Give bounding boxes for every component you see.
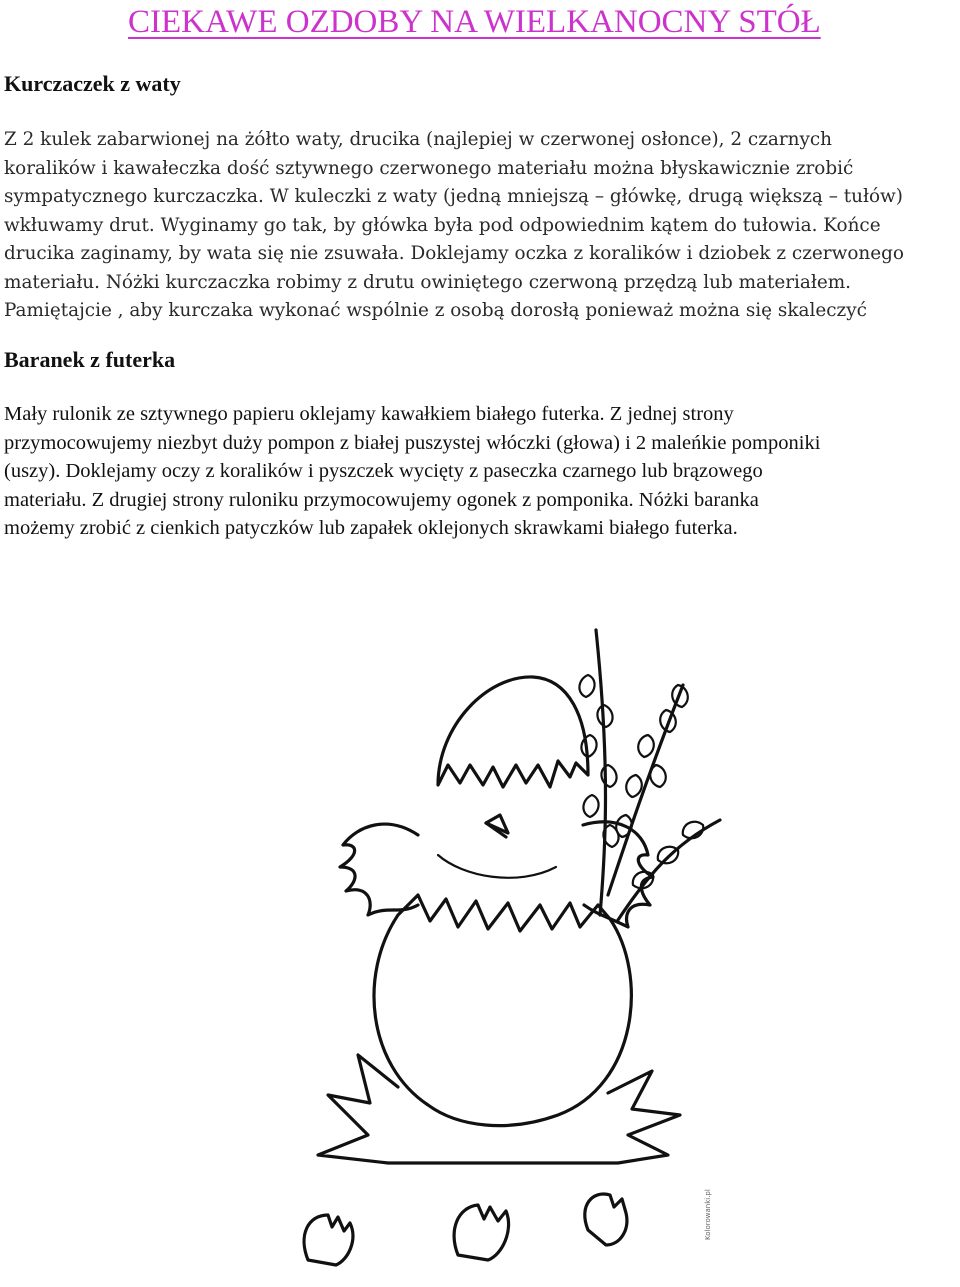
- easter-chick-illustration: [288, 615, 738, 1280]
- chick-in-egg-drawing: [288, 615, 738, 1280]
- eggshell-piece-left: [304, 1215, 353, 1265]
- paragraph-line: sympatycznego kurczaczka. W kuleczki z waty (jedną mniejszą – główkę, drugą większą – tułów): [4, 186, 903, 207]
- eggshell-bottom: [374, 895, 631, 1126]
- page-title: CIEKAWE OZDOBY NA WIELKANOCNY STÓŁ: [128, 4, 821, 40]
- paragraph-line: materiału. Z drugiej strony ruloniku przymocowujemy ogonek z pomponika. Nóżki baranka: [4, 488, 759, 511]
- eggshell-top: [438, 677, 588, 787]
- paragraph-line: Mały rulonik ze sztywnego papieru oklejamy kawałkiem białego futerka. Z jednej strony: [4, 403, 734, 425]
- paragraph-line: drucika zaginamy, by wata się nie zsuwała. Doklejamy oczka z koralików i dziobek z czerwonego: [4, 243, 904, 264]
- section-heading-kurczaczek: Kurczaczek z waty: [4, 71, 181, 96]
- grass: [318, 1055, 680, 1163]
- paragraph-line: możemy zrobić z cienkich patyczków lub zapałek oklejonych skrawkami białego futerka.: [4, 517, 738, 539]
- paragraph-line: wkłuwamy drut. Wyginamy go tak, by główka była pod odpowiednim kątem do tułowia. Końce: [4, 214, 881, 236]
- left-wing: [340, 824, 418, 915]
- paragraph-line: Z 2 kulek zabarwionej na żółto waty, drucika (najlepiej w czerwonej osłonce), 2 czarnych: [4, 129, 833, 150]
- eggshell-piece-right: [585, 1194, 627, 1245]
- eggshell-piece-middle: [454, 1205, 508, 1260]
- paragraph-line: koralików i kawałeczka dość sztywnego czerwonego materiału można błyskawicznie zrobić: [4, 157, 854, 179]
- paragraph-line: (uszy). Doklejamy oczy z koralików i pyszczek wycięty z paseczka czarnego lub brązowego: [4, 460, 763, 482]
- section-paragraph-kurczaczek: [4, 126, 960, 326]
- section-paragraph-baranek: [4, 400, 960, 543]
- paragraph-line: przymocowujemy niezbyt duży pompon z białej puszystej włóczki (głowa) i 2 maleńkie pomponiki: [4, 431, 821, 454]
- paragraph-line: Pamiętajcie , aby kurczaka wykonać wspólnie z osobą dorosłą ponieważ można się skaleczyć: [4, 300, 867, 321]
- section-heading-baranek: Baranek z futerka: [4, 347, 176, 372]
- paragraph-line: materiału. Nóżki kurczaczka robimy z drutu owiniętego czerwoną przędzą lub materiałem.: [4, 271, 852, 293]
- chick-face: [438, 815, 556, 878]
- illustration-credit: Kolorowanki.pl: [704, 1189, 712, 1240]
